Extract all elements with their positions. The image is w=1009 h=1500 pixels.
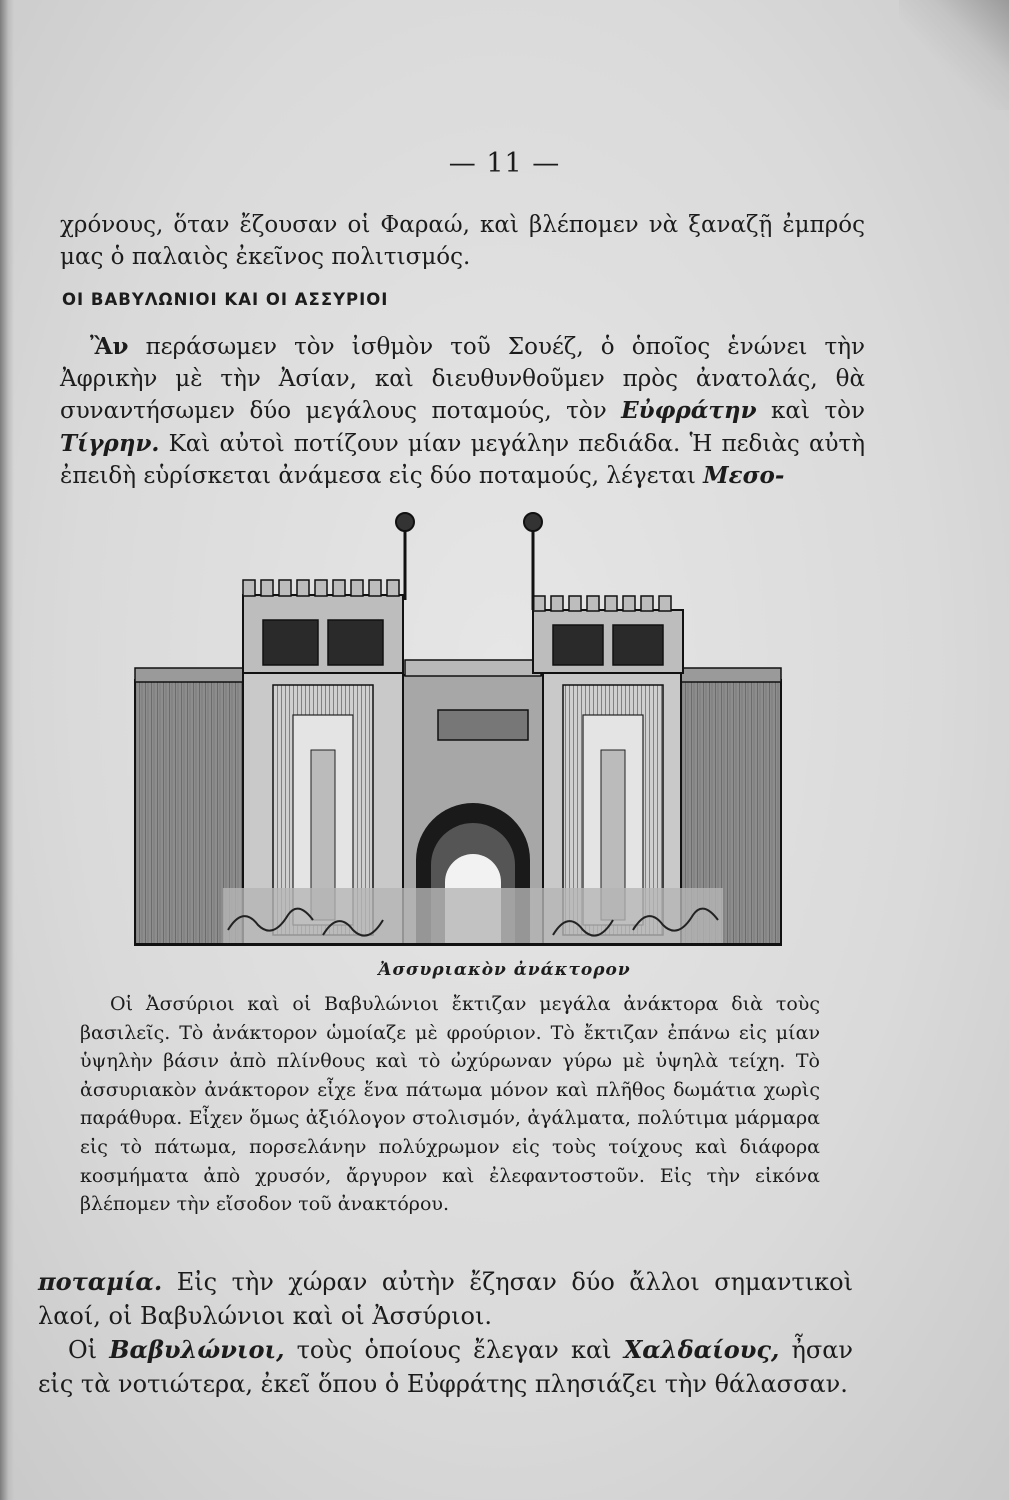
para1-part3: Καὶ αὐτοὶ ποτίζουν μίαν μεγάλην πεδιάδα. Ἡ πεδιὰς αὐτὴ ἐπειδὴ εὑρίσκεται ἀνάμεσα εἰς δύο ποταμούς, λέγεται — [60, 430, 865, 489]
para2-rest: Εἰς τὴν χώραν αὐτὴν ἔζησαν δύο ἄλλοι σημαντικοὶ λαοί, οἱ Βαβυλώνιοι καὶ οἱ Ἀσσύριοι. — [38, 1268, 853, 1330]
potamia-term: ποταμία. — [38, 1267, 163, 1296]
babylonioi-term: Βαβυλώνιοι, — [109, 1335, 285, 1364]
para1-part1: περάσωμεν τὸν ἰσθμὸν τοῦ Σουέζ, ὁ ὁποῖος ἑνώνει τὴν Ἀφρικὴν μὲ τὴν Ἀσίαν, καὶ διευθυνθοῦμεν πρὸς ἀνατολάς, θὰ συναντήσωμεν δύο μεγάλους ποταμούς, τὸν — [60, 334, 865, 424]
para3-mid: τοὺς ὁποίους ἔλεγαν καὶ — [284, 1336, 624, 1364]
meso-term: Μεσο- — [703, 462, 785, 489]
page-corner-wear — [899, 0, 1009, 110]
para1-part2: καὶ τὸν — [756, 398, 865, 424]
intro-paragraph: χρόνους, ὅταν ἔζουσαν οἱ Φαραώ, καὶ βλέπομεν νὰ ξαναζῇ ἐμπρός μας ὁ παλαιὸς ἐκεῖνος πολιτισμός. — [60, 212, 865, 270]
section-heading: ΟΙ ΒΑΒΥΛΩΝΙΟΙ ΚΑΙ ΟΙ ΑΣΣΥΡΙΟΙ — [62, 290, 389, 309]
assyrian-palace-illustration — [133, 510, 783, 950]
para3-lead: Οἱ — [68, 1336, 110, 1364]
tigris-term: Τίγρην. — [60, 429, 160, 457]
euphrates-term: Εὐφράτην — [621, 397, 757, 424]
figure-description: Οἱ Ἀσσύριοι καὶ οἱ Βαβυλώνιοι ἔκτιζαν μεγάλα ἀνάκτορα διὰ τοὺς βασιλεῖς. Τὸ ἀνάκτορον ὡμοίαζε μὲ φρούριον. Τὸ ἔκτιζαν ἐπάνω εἰς μίαν ὑψηλὴν βάσιν ἀπὸ πλίνθους καὶ τὸ ὠχύρωναν γύρω μὲ ὑψηλὰ τείχη. Τὸ ἀσσυριακὸν ἀνάκτορον εἶχε ἕνα πάτωμα μόνον καὶ πλῆθος δωμάτια χωρὶς παράθυρα. Εἶχεν ὅμως ἀξιόλογον στολισμόν, ἀγάλματα, πολύτιμα μάρμαρα εἰς τὸ πάτωμα, πορσελάνην πολύχρωμον εἰς τοὺς τοίχους καὶ διάφορα κοσμήματα ἀπὸ χρυσόν, ἄργυρον καὶ ἐλεφαντοστοῦν. Εἰς τὴν εἰκόνα βλέπομεν τὴν εἴσοδον τοῦ ἀνακτόρου. — [80, 993, 820, 1216]
para1-lead: Ἂν — [90, 333, 129, 360]
figure-caption: Ἀσσυριακὸν ἀνάκτορον — [378, 960, 631, 980]
paragraph-mesopotamia — [60, 331, 865, 493]
para3-rest: ἦσαν εἰς τὰ νοτιώτερα, ἐκεῖ ὅπου ὁ Εὐφράτης πλησιάζει τὴν θάλασσαν. — [38, 1336, 854, 1398]
page-number: — 11 — — [448, 148, 561, 179]
paragraph-peoples — [38, 1265, 853, 1401]
page-edge-shadow — [0, 0, 14, 1500]
chaldaioi-term: Χαλδαίους, — [623, 1335, 780, 1364]
